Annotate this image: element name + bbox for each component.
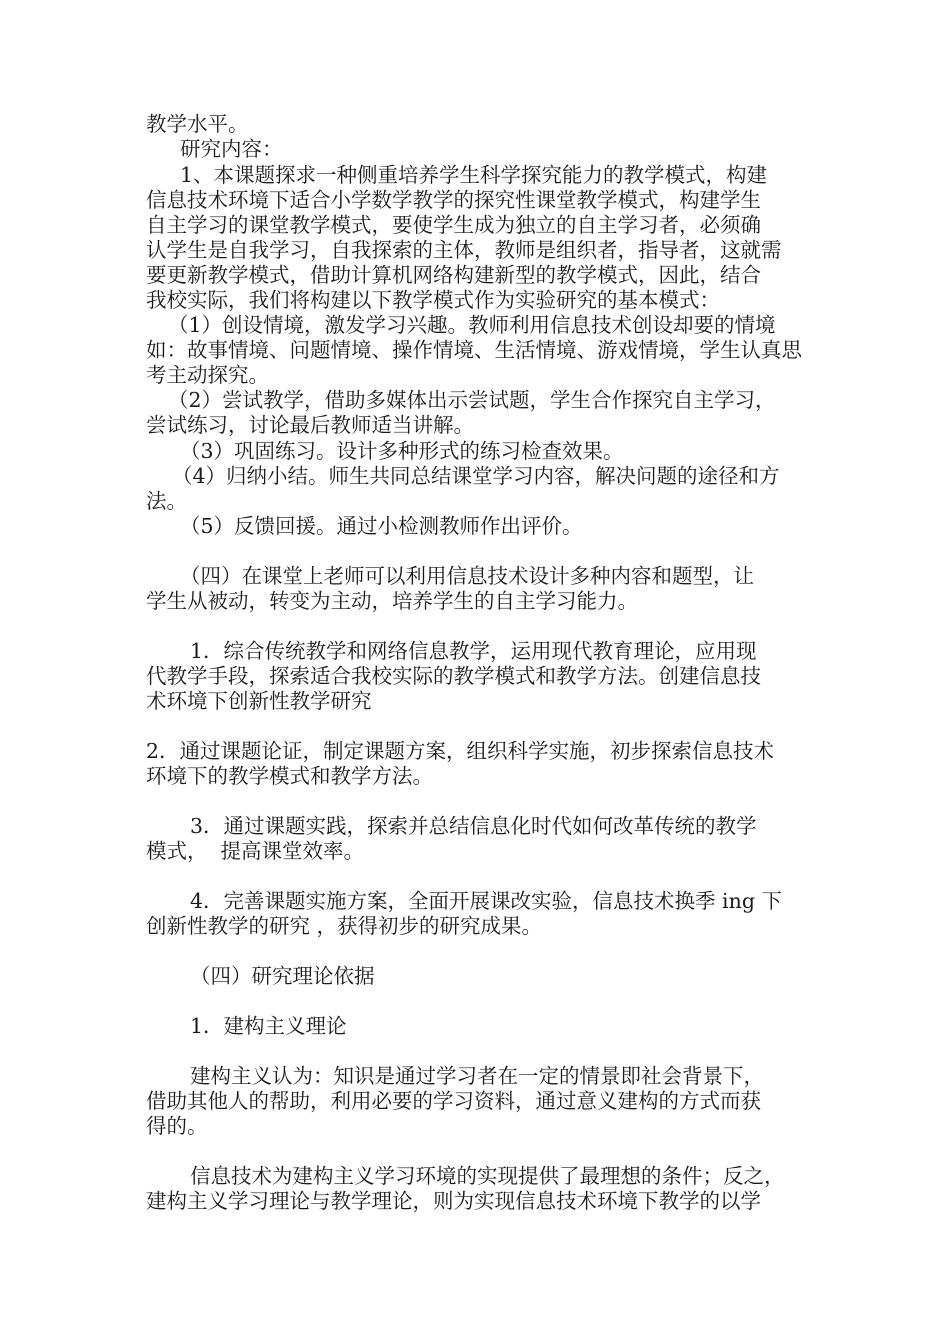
text-line: 自主学习的课堂教学模式，要使学生成为独立的自主学习者，必须确: [146, 213, 761, 237]
text-line: 4．完善课题实施方案，全面开展课改实验，信息技术换季 ing 下: [190, 889, 782, 913]
text-line: （2）尝试教学，借助多媒体出示尝试题，学生合作探究自主学习，: [168, 388, 776, 412]
text-line: 建构主义学习理论与教学理论，则为实现信息技术环境下教学的以学: [146, 1189, 761, 1213]
text-line: 得的。: [146, 1114, 208, 1138]
text-line: 考主动探究。: [146, 363, 269, 387]
text-line: 要更新教学模式，借助计算机网络构建新型的教学模式，因此，结合: [146, 263, 761, 287]
text-line: 认学生是自我学习，自我探索的主体，教师是组织者，指导者，这就需: [146, 238, 782, 262]
text-line: 我校实际，我们将构建以下教学模式作为实验研究的基本模式：: [146, 288, 720, 312]
text-line: 建构主义认为：知识是通过学习者在一定的情景即社会背景下，: [190, 1064, 764, 1088]
text-line: 信息技术为建构主义学习环境的实现提供了最理想的条件；反之，: [190, 1164, 785, 1188]
text-line: （1）创设情境，激发学习兴趣。教师利用信息技术创设却要的情境: [168, 313, 776, 337]
text-line: 如：故事情境、问题情境、操作情境、生活情境、游戏情境，学生认真思: [146, 338, 802, 362]
text-line: 教学水平。: [146, 112, 249, 136]
text-line: 1．综合传统教学和网络信息教学，运用现代教育理论，应用现: [190, 639, 757, 663]
text-line: （四）在课堂上老师可以利用信息技术设计多种内容和题型，让: [180, 564, 754, 588]
text-line: 术环境下创新性教学研究: [146, 689, 372, 713]
text-line: 信息技术环境下适合小学数学教学的探究性课堂教学模式，构建学生: [146, 188, 761, 212]
text-line: （4）归纳小结。师生共同总结课堂学习内容，解决问题的途径和方: [172, 464, 780, 488]
text-line: 1．建构主义理论: [190, 1014, 347, 1038]
text-line: （5）反馈回援。通过小检测教师作出评价。: [180, 514, 583, 538]
text-line: 借助其他人的帮助，利用必要的学习资料，通过意义建构的方式而获: [146, 1089, 761, 1113]
text-line: 模式， 提高课堂效率。: [146, 839, 365, 863]
text-line: 学生从被动，转变为主动，培养学生的自主学习能力。: [146, 589, 638, 613]
text-line: 尝试练习，讨论最后教师适当讲解。: [146, 413, 474, 437]
text-line: （3）巩固练习。设计多种形式的练习检查效果。: [180, 439, 624, 463]
text-line: 1、本课题探求一种侧重培养学生科学探究能力的教学模式，构建: [180, 163, 768, 187]
text-line: 环境下的教学模式和教学方法。: [146, 764, 433, 788]
text-line: 3．通过课题实践，探索并总结信息化时代如何改革传统的教学: [190, 814, 757, 838]
text-line: （四）研究理论依据: [190, 964, 375, 988]
text-line: 代教学手段，探索适合我校实际的教学模式和教学方法。创建信息技: [146, 664, 761, 688]
text-line: 创新性教学的研究 ，获得初步的研究成果。: [146, 914, 543, 938]
text-line: 法。: [146, 489, 187, 513]
text-line: 研究内容：: [180, 137, 283, 161]
text-line: 2．通过课题论证，制定课题方案，组织科学实施，初步探索信息技术: [146, 739, 775, 763]
